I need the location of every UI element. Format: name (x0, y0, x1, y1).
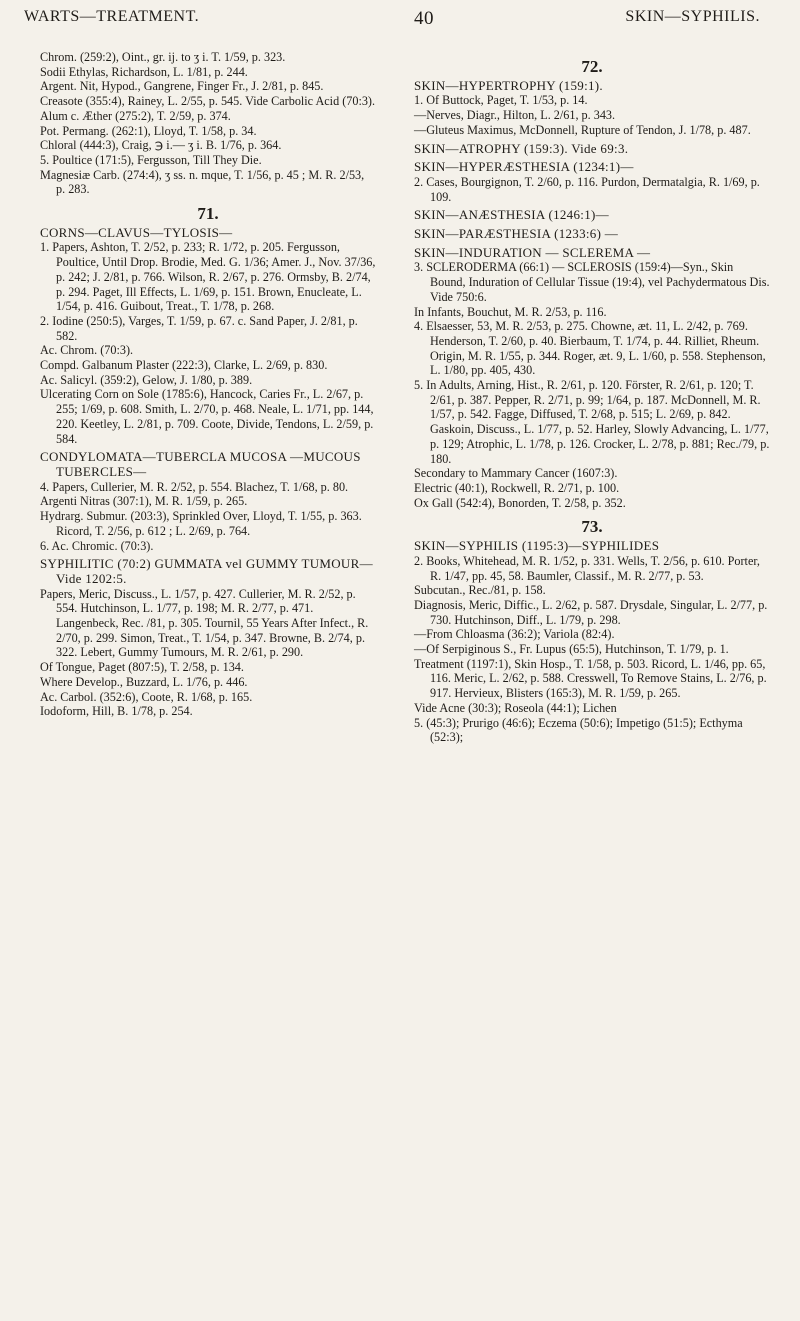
index-entry: Magnesiæ Carb. (274:4), ʒ ss. n. mque, T. 1/56, p. 45 ; M. R. 2/53, p. 283. (40, 167, 365, 197)
index-entry: Compd. Galbanum Plaster (222:3), Clarke, L. 2/69, p. 830. (40, 358, 328, 373)
index-entry: Chrom. (259:2), Oint., gr. ij. to ʒ i. T. 1/59, p. 323. (40, 50, 286, 64)
index-entry: Papers, Meric, Discuss., L. 1/57, p. 427. Cullerier, M. R. 2/52, p. 554. Hutchinson, L. 1/77, p. 198; M. R. 2/77, p. 471. Langenbeck, Rec. /81, p. 305. Tournil, 55 Years After Infect., R. 2/70, p. 299. Simon, Treat., T. 1/54, p. 347. Browne, B. 2/74, p. 322. Lebert, Gummy Tumours, M. R. 2/61, p. 290. (40, 586, 369, 660)
index-entry: Creasote (355:4), Rainey, L. 2/55, p. 545. Vide Carbolic Acid (70:3). (40, 94, 376, 109)
index-entry: Ac. Carbol. (352:6), Coote, R. 1/68, p. 165. (40, 689, 253, 704)
index-entry: Ox Gall (542:4), Bonorden, T. 2/58, p. 352. (414, 495, 626, 510)
section-number: 72. (581, 57, 603, 76)
entry-heading: SKIN—HYPERTROPHY (159:1). (414, 77, 603, 93)
index-entry: Ac. Chrom. (70:3). (40, 343, 134, 358)
entry-heading: SKIN—HYPERÆSTHESIA (1234:1)— (414, 159, 634, 175)
entry-heading: SYPHILITIC (70:2) GUMMATA vel GUMMY TUMOUR—Vide 1202:5. (40, 556, 373, 586)
header-left: WARTS—TREATMENT. (24, 8, 200, 25)
index-entry: Diagnosis, Meric, Diffic., L. 2/62, p. 587. Drysdale, Singular, L. 2/77, p. 730. Hutchinson, Diff., L. 1/79, p. 298. (414, 597, 768, 627)
entry-heading: SKIN—INDURATION — SCLEREMA — (414, 244, 651, 260)
index-entry: 3. SCLERODERMA (66:1) — SCLEROSIS (159:4)—Syn., Skin Bound, Induration of Cellular Tissue (19:4), vel Pachydermatous Dis. Vide 750:6. (414, 260, 770, 304)
section-number: 73. (581, 517, 603, 537)
index-entry: Hydrarg. Submur. (203:3), Sprinkled Over, Lloyd, T. 1/55, p. 363. Ricord, T. 2/56, p. 612 ; L. 2/69, p. 764. (40, 509, 362, 538)
index-entry: Chloral (444:3), Craig, ℈ i.— ʒ i. B. 1/76, p. 364. (40, 138, 282, 153)
index-entry: 6. Ac. Chromic. (70:3). (40, 538, 154, 553)
index-entry: 5. In Adults, Arning, Hist., R. 2/61, p. 120. Förster, R. 2/61, p. 120; T. 2/61, p. 387. Pepper, R. 2/71, p. 99; 1/64, p. 187. McDonnell, M. R. 1/57, p. 542. Fagge, Diffused, T. 2/68, p. 515; L. 2/69, p. 842. Gaskoin, Discuss., L. 1/77, p. 52. Harley, Slowly Advancing, L. 1/77, p. 129; Atrophic, L. 1/78, p. 126. Crocker, L. 2/78, p. 881; Rec./79, p. 180. (414, 378, 770, 466)
running-header (24, 8, 760, 32)
section-number: 71. (197, 204, 219, 224)
index-entry: 5. (45:3); Prurigo (46:6); Eczema (50:6); Impetigo (51:5); Ecthyma (52:3); (414, 715, 743, 745)
page-number: 40 (414, 8, 434, 29)
entry-heading: SKIN—SYPHILIS (1195:3)—SYPHILIDES (414, 538, 660, 554)
index-entry: Vide Acne (30:3); Roseola (44:1); Lichen (414, 700, 617, 715)
entry-heading: SKIN—ATROPHY (159:3). Vide 69:3. (414, 140, 629, 156)
index-entry: Iodoform, Hill, B. 1/78, p. 254. (40, 704, 193, 719)
entry-heading: CORNS—CLAVUS—TYLOSIS— (40, 224, 233, 240)
index-entry: Argenti Nitras (307:1), M. R. 1/59, p. 265. (40, 494, 248, 509)
index-entry: Pot. Permang. (262:1), Lloyd, T. 1/58, p. 34. (40, 123, 257, 138)
index-entry: —Of Serpiginous S., Fr. Lupus (65:5), Hutchinson, T. 1/79, p. 1. (414, 642, 729, 657)
index-entry: In Infants, Bouchut, M. R. 2/53, p. 116. (414, 304, 607, 319)
index-entry: Treatment (1197:1), Skin Hosp., T. 1/58, p. 503. Ricord, L. 1/46, pp. 65, 116. Meric, L. 2/62, p. 588. Cresswell, To Remove Stains, L. 2/76, p. 917. Hervieux, Blisters (165:3), M. R. 1/59, p. 265. (414, 656, 767, 701)
index-entry: 2. Cases, Bourgignon, T. 2/60, p. 116. Purdon, Dermatalgia, R. 1/69, p. 109. (414, 174, 760, 204)
index-entry: 4. Papers, Cullerier, M. R. 2/52, p. 554. Blachez, T. 1/68, p. 80. (40, 479, 349, 494)
index-entry: —Gluteus Maximus, McDonnell, Rupture of Tendon, J. 1/78, p. 487. (414, 122, 751, 137)
right-column (414, 50, 770, 745)
entry-heading: CONDYLOMATA—TUBERCLA MUCOSA —MUCOUS TUBERCLES— (40, 449, 361, 479)
index-entry: —From Chloasma (36:2); Variola (82:4). (414, 627, 615, 642)
index-entry: Ac. Salicyl. (359:2), Gelow, J. 1/80, p. 389. (40, 372, 253, 387)
index-entry: Electric (40:1), Rockwell, R. 2/71, p. 100. (414, 480, 620, 495)
index-entry: 4. Elsaesser, 53, M. R. 2/53, p. 275. Chowne, æt. 11, L. 2/42, p. 769. Henderson, T. 2/60, p. 40. Bierbaum, T. 1/74, p. 44. Rilliet, Rheum. Origin, M. R. 1/55, p. 344. Roger, æt. 9, L. 1/60, p. 558. Stephenson, L. 1/80, pp. 405, 430. (414, 319, 766, 378)
index-entry: Subcutan., Rec./81, p. 158. (414, 583, 546, 598)
index-entry: Where Develop., Buzzard, L. 1/76, p. 446. (40, 674, 248, 689)
header-right: SKIN—SYPHILIS. (625, 8, 760, 25)
index-entry: Alum c. Æther (275:2), T. 2/59, p. 374. (40, 108, 231, 123)
index-entry: 5. Poultice (171:5), Fergusson, Till They Die. (40, 152, 262, 167)
index-entry: 1. Of Buttock, Paget, T. 1/53, p. 14. (414, 93, 588, 108)
index-entry: Argent. Nit, Hypod., Gangrene, Finger Fr., J. 2/81, p. 845. (40, 79, 324, 94)
left-column (40, 50, 376, 719)
index-entry: Secondary to Mammary Cancer (1607:3). (414, 466, 618, 481)
index-entry: —Nerves, Diagr., Hilton, L. 2/61, p. 343. (414, 108, 616, 123)
index-entry: 1. Papers, Ashton, T. 2/52, p. 233; R. 1/72, p. 205. Fergusson, Poultice, Until Drop. Brodie, Med. G. 1/36; Amer. J., Nov. 37/36, p. 242; J. 2/81, p. 766. Wilson, R. 2/67, p. 276. Ormsby, B. 2/74, p. 294. Paget, Ill Effects, L. 1/69, p. 151. Brown, Enucleate, L. 1/54, p. 416. Guibout, Treat., T. 1/78, p. 268. (40, 240, 376, 314)
index-entry: Sodii Ethylas, Richardson, L. 1/81, p. 244. (40, 64, 248, 79)
index-entry: Of Tongue, Paget (807:5), T. 2/58, p. 134. (40, 660, 244, 675)
index-entry: 2. Books, Whitehead, M. R. 1/52, p. 331. Wells, T. 2/56, p. 610. Porter, R. 1/47, pp. 45, 58. Baumler, Classif., M. R. 2/77, p. 53. (414, 553, 760, 583)
entry-heading: SKIN—ANÆSTHESIA (1246:1)— (414, 207, 609, 223)
entry-heading: SKIN—PARÆSTHESIA (1233:6) — (414, 226, 619, 242)
index-entry: 2. Iodine (250:5), Varges, T. 1/59, p. 67. c. Sand Paper, J. 2/81, p. 582. (40, 313, 358, 343)
index-entry: Ulcerating Corn on Sole (1785:6), Hancock, Caries Fr., L. 2/67, p. 255; 1/69, p. 608. Smith, L. 2/70, p. 468. Neale, L. 1/71, pp. 144, 220. Keetley, L. 2/81, p. 709. Coote, Divide, Tendons, L. 2/59, p. 584. (40, 387, 374, 446)
